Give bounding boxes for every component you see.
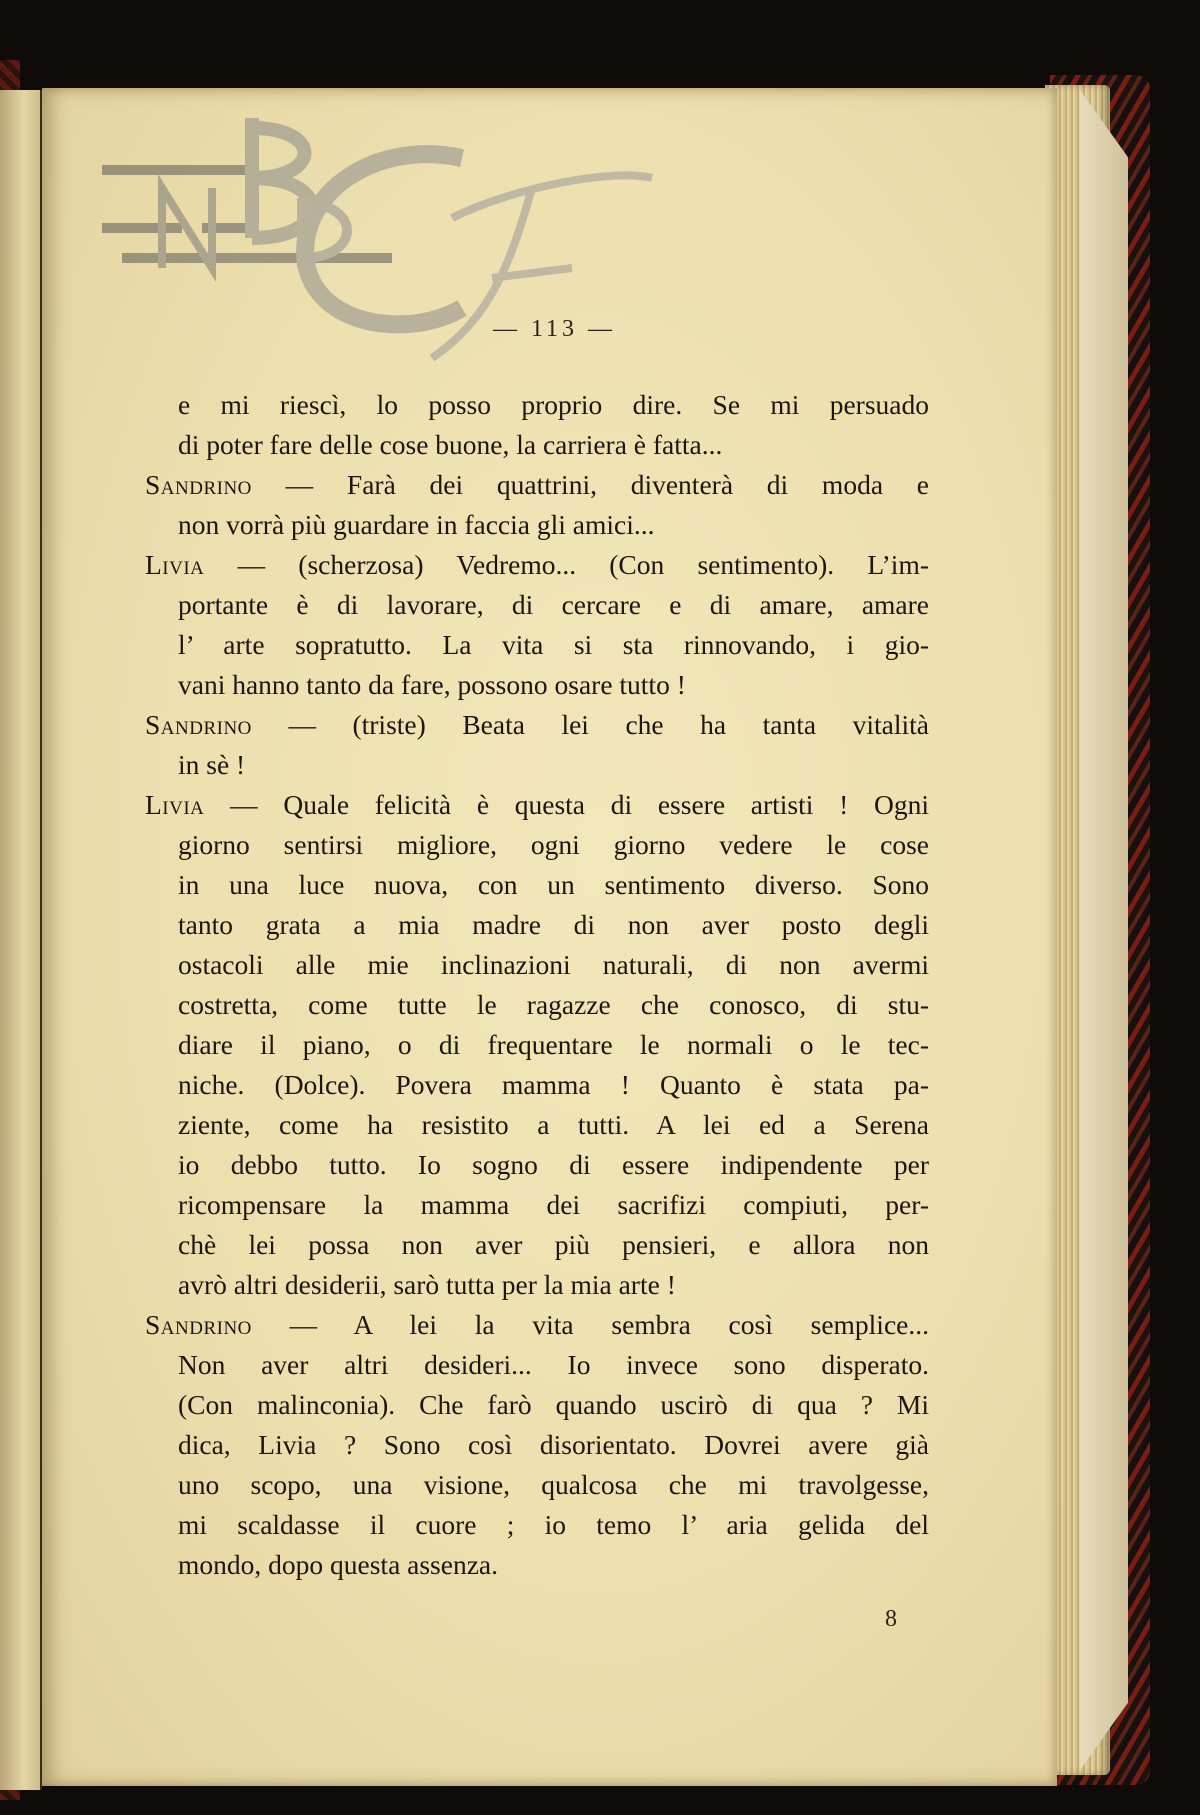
dialogue-line — [145, 425, 929, 465]
line-text: in sè ! — [178, 749, 246, 780]
dialogue-line-speaker — [145, 1305, 929, 1345]
speaker-name: Livia — [145, 789, 205, 820]
line-text: tanto grata a mia madre di non aver posto degli — [178, 909, 929, 940]
dialogue-line — [145, 625, 929, 665]
dialogue-line — [145, 1505, 929, 1545]
dialogue-line — [145, 665, 929, 705]
dialogue-line — [145, 865, 929, 905]
line-text: mondo, dopo questa assenza. — [178, 1549, 498, 1580]
dialogue-line — [145, 1425, 929, 1465]
line-text: portante è di lavorare, di cercare e di amare, amare — [178, 589, 929, 620]
line-text: e mi riescì, lo posso proprio dire. Se mi persuado — [178, 389, 929, 420]
dialogue-line — [145, 945, 929, 985]
line-text: (Con malinconia). Che farò quando uscirò di qua ? Mi — [178, 1389, 929, 1420]
line-text: io debbo tutto. Io sogno di essere indipendente per — [178, 1149, 929, 1180]
dialogue-line — [145, 1145, 929, 1185]
line-text: giorno sentirsi migliore, ogni giorno vedere le cose — [178, 829, 929, 860]
line-text: dica, Livia ? Sono così disorientato. Dovrei avere già — [178, 1429, 929, 1460]
line-text: Non aver altri desideri... Io invece sono disperato. — [178, 1349, 929, 1380]
line-text: avrò altri desiderii, sarò tutta per la mia arte ! — [178, 1269, 676, 1300]
line-text: — (triste) Beata lei che ha tanta vitalità — [251, 709, 929, 740]
book-page — [42, 88, 1057, 1786]
dialogue-line — [145, 1265, 929, 1305]
speaker-name: Livia — [145, 549, 205, 580]
line-text: ricompensare la mamma dei sacrifizi compiuti, per- — [178, 1189, 929, 1220]
dialogue-line — [145, 1225, 929, 1265]
dialogue-line — [145, 905, 929, 945]
dialogue-line — [145, 1545, 929, 1585]
dialogue-line — [145, 1385, 929, 1425]
dialogue-line-speaker — [145, 545, 929, 585]
line-text: l’ arte sopratutto. La vita si sta rinnovando, i gio- — [178, 629, 929, 660]
dialogue-line — [145, 1345, 929, 1385]
dialogue-line — [145, 745, 929, 785]
dialogue-line — [145, 585, 929, 625]
line-text: niche. (Dolce). Povera mamma ! Quanto è stata pa- — [178, 1069, 929, 1100]
line-text: diare il piano, o di frequentare le normali o le tec- — [178, 1029, 929, 1060]
line-text: vani hanno tanto da fare, possono osare tutto ! — [178, 669, 686, 700]
line-text: ostacoli alle mie inclinazioni naturali, di non avermi — [178, 949, 929, 980]
dialogue-line-speaker — [145, 705, 929, 745]
page-number: — 113 — — [492, 316, 617, 342]
line-text: — A lei la vita sembra così semplice... — [251, 1309, 929, 1340]
line-text: — Farà dei quattrini, diventerà di moda e — [251, 469, 929, 500]
line-text: ziente, come ha resistito a tutti. A lei ed a Serena — [178, 1109, 929, 1140]
line-text: in una luce nuova, con un sentimento diverso. Sono — [178, 869, 929, 900]
line-text: uno scopo, una visione, qualcosa che mi travolgesse, — [178, 1469, 929, 1500]
dialogue-line — [145, 1185, 929, 1225]
dialogue-line-speaker — [145, 465, 929, 505]
endpaper — [1080, 90, 1128, 1770]
speaker-name: Sandrino — [145, 709, 252, 740]
line-text: mi scaldasse il cuore ; io temo l’ aria gelida del — [178, 1509, 929, 1540]
dialogue-line — [145, 385, 929, 425]
signature-mark: 8 — [885, 1606, 897, 1632]
dialogue-line — [145, 825, 929, 865]
play-text — [145, 385, 929, 1585]
dialogue-line — [145, 505, 929, 545]
line-text: non vorrà più guardare in faccia gli amici... — [178, 509, 655, 540]
line-text: — (scherzosa) Vedremo... (Con sentimento). L’im- — [204, 549, 929, 580]
dialogue-line — [145, 1465, 929, 1505]
speaker-name: Sandrino — [145, 1309, 252, 1340]
dialogue-line — [145, 1105, 929, 1145]
speaker-name: Sandrino — [145, 469, 252, 500]
line-text: costretta, come tutte le ragazze che conosco, di stu- — [178, 989, 929, 1020]
dialogue-line — [145, 985, 929, 1025]
dialogue-line — [145, 1065, 929, 1105]
facing-page-edge — [0, 90, 42, 1790]
line-text: chè lei possa non aver più pensieri, e allora non — [178, 1229, 929, 1260]
line-text: — Quale felicità è questa di essere artisti ! Ogni — [204, 789, 929, 820]
dialogue-line-speaker — [145, 785, 929, 825]
line-text: di poter fare delle cose buone, la carriera è fatta... — [178, 429, 723, 460]
dialogue-line — [145, 1025, 929, 1065]
